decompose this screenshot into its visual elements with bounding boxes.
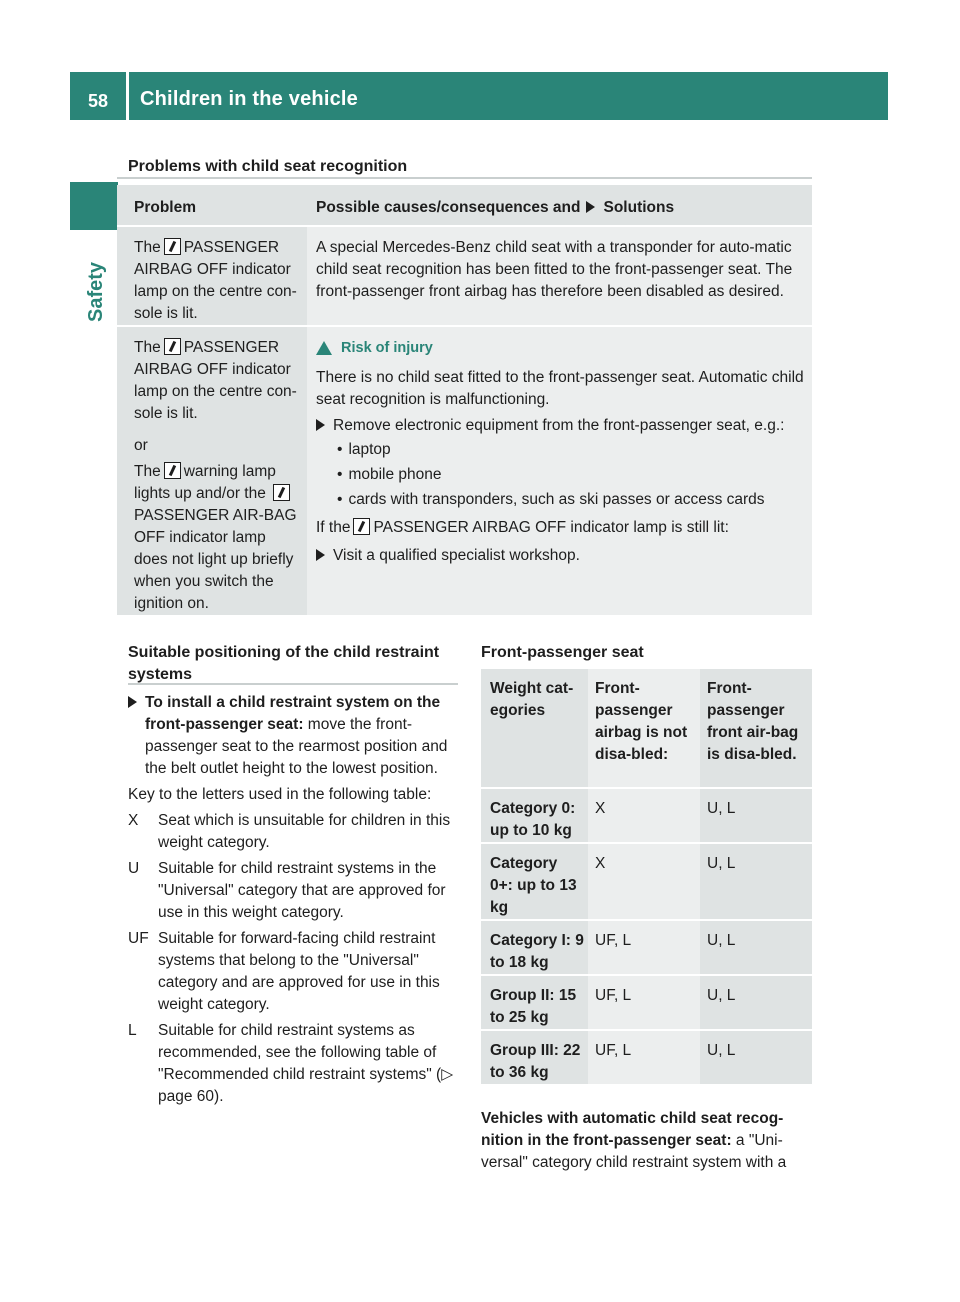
category-cell: Category 0+: up to 13 kg <box>481 844 588 919</box>
airbag-enabled-cell: UF, L <box>588 1031 700 1084</box>
or-text: or <box>134 437 148 454</box>
problem-text: The <box>134 239 161 256</box>
instruction-text: move the front-passenger seat to the rearmost position and the belt outlet height to the lowest position. <box>145 716 448 777</box>
category-cell: Group III: 22 to 36 kg <box>481 1031 588 1084</box>
airbag-enabled-cell: X <box>588 844 700 919</box>
cause-text: There is no child seat fitted to the front-passenger seat. Automatic child seat recognition is malfunctioning. <box>316 369 804 408</box>
airbag-disabled-cell: U, L <box>700 844 812 919</box>
airbag-enabled-cell: X <box>588 789 700 842</box>
action-arrow-icon <box>316 549 325 561</box>
problem-text-2: warning lamp lights up and/or the <box>134 463 276 502</box>
paragraph-bold: Vehicles with automatic child seat recog-nition in the front-passenger seat: <box>481 1110 784 1149</box>
section-heading-front-passenger: Front-passenger seat <box>481 644 644 661</box>
header-solutions-text: Possible causes/consequences and <box>316 199 581 216</box>
bullet-item: • laptop <box>316 439 804 461</box>
seatbelt-warning-icon <box>164 462 181 479</box>
chapter-title: Children in the vehicle <box>140 88 358 110</box>
section-heading-positioning: Suitable positioning of the child restraint systems <box>128 644 440 683</box>
weight-category-table <box>481 669 812 1084</box>
key-description: Suitable for child restraint systems in the "Universal" category that are approved for use in this weight category. <box>158 860 446 921</box>
key-intro: Key to the letters used in the following table: <box>128 786 432 803</box>
header-divider <box>126 72 129 120</box>
problem-text-2: PASSENGER AIRBAG OFF indicator lamp on the centre con-sole is lit. <box>134 239 297 322</box>
header-solutions <box>307 185 812 225</box>
positioning-text <box>128 692 463 1112</box>
key-row <box>128 1020 463 1108</box>
if-text-2: PASSENGER AIRBAG OFF indicator lamp is still lit: <box>373 519 729 536</box>
paragraph-text: a "Uni-versal" category child restraint system with a <box>481 1132 787 1171</box>
warning-line <box>316 337 804 359</box>
action-text: Visit a qualified specialist workshop. <box>333 547 580 564</box>
key-letter: U <box>128 860 140 877</box>
airbag-enabled-cell: UF, L <box>588 976 700 1029</box>
automatic-recognition-paragraph <box>481 1108 816 1174</box>
table-row <box>481 974 812 1029</box>
table-row <box>117 325 812 615</box>
problem-text-2: PASSENGER AIRBAG OFF indicator lamp on the centre con-sole is lit. <box>134 339 297 422</box>
action-arrow-icon <box>128 696 137 708</box>
if-text: If the <box>316 519 351 536</box>
category-cell: Group II: 15 to 25 kg <box>481 976 588 1029</box>
bullet-item: • cards with transponders, such as ski passes or access cards <box>316 489 804 511</box>
category-cell: Category 0: up to 10 kg <box>481 789 588 842</box>
solution-text: A special Mercedes-Benz child seat with a transponder for auto-matic child seat recognition has been fitted to the front-passenger seat. The front-passenger front airbag has therefore been disabled as desired. <box>316 239 793 300</box>
key-description: Seat which is unsuitable for children in this weight category. <box>158 812 451 851</box>
action-text: Remove electronic equipment from the front-passenger seat, e.g.: <box>333 417 785 434</box>
action-arrow-icon <box>316 419 325 431</box>
problem-cell <box>117 227 307 325</box>
airbag-off-icon <box>164 238 181 255</box>
header-airbag-disabled: Front-passenger front air-bag is disa-bled. <box>700 669 812 787</box>
table-row <box>117 225 812 325</box>
airbag-disabled-cell: U, L <box>700 1031 812 1084</box>
airbag-off-icon <box>353 518 370 535</box>
airbag-enabled-cell: UF, L <box>588 921 700 974</box>
section-rule <box>117 177 812 179</box>
solution-cell <box>307 227 812 325</box>
table-header-row <box>481 669 812 787</box>
table-row <box>481 919 812 974</box>
header-airbag-enabled: Front-passenger airbag is not disa-bled: <box>588 669 700 787</box>
category-cell: Category I: 9 to 18 kg <box>481 921 588 974</box>
problem-text: The <box>134 463 161 480</box>
warning-label: Risk of injury <box>341 340 433 356</box>
table-row <box>481 787 812 842</box>
header-problem: Problem <box>134 199 197 216</box>
solution-cell <box>307 327 812 615</box>
key-row <box>128 858 463 924</box>
section-rule <box>128 683 458 685</box>
key-letter: UF <box>128 930 149 947</box>
airbag-off-icon <box>273 484 290 501</box>
airbag-off-icon <box>164 338 181 355</box>
action-arrow-icon <box>586 201 595 213</box>
page-number: 58 <box>88 91 109 111</box>
header-solutions-text-2: Solutions <box>603 199 675 216</box>
table-row <box>481 842 812 919</box>
header-weight-categories: Weight cat-egories <box>481 669 588 787</box>
key-letter: L <box>128 1022 137 1039</box>
airbag-disabled-cell: U, L <box>700 921 812 974</box>
table-row <box>481 1029 812 1084</box>
key-row <box>128 810 463 854</box>
warning-triangle-icon <box>316 341 332 355</box>
problem-text: The <box>134 339 161 356</box>
side-tab-label: Safety <box>85 261 107 322</box>
key-description: Suitable for forward-facing child restraint systems that belong to the "Universal" category and are approved for use in this weight category. <box>158 930 440 1013</box>
problem-text-3: PASSENGER AIR-BAG OFF indicator lamp does not light up briefly when you switch the ignition on. <box>134 507 297 612</box>
airbag-disabled-cell: U, L <box>700 789 812 842</box>
key-letter: X <box>128 812 139 829</box>
section-heading-problems: Problems with child seat recognition <box>128 158 408 175</box>
problems-table <box>117 185 812 615</box>
key-row <box>128 928 463 1016</box>
key-description: Suitable for child restraint systems as recommended, see the following table of "Recommended child restraint systems" (▷ page 60). <box>158 1022 454 1105</box>
table-header-row <box>117 185 812 225</box>
airbag-disabled-cell: U, L <box>700 976 812 1029</box>
instruction-bold: To install a child restraint system on the front-passenger seat: <box>145 694 441 733</box>
bullet-item: • mobile phone <box>316 464 804 486</box>
problem-cell <box>117 327 307 615</box>
